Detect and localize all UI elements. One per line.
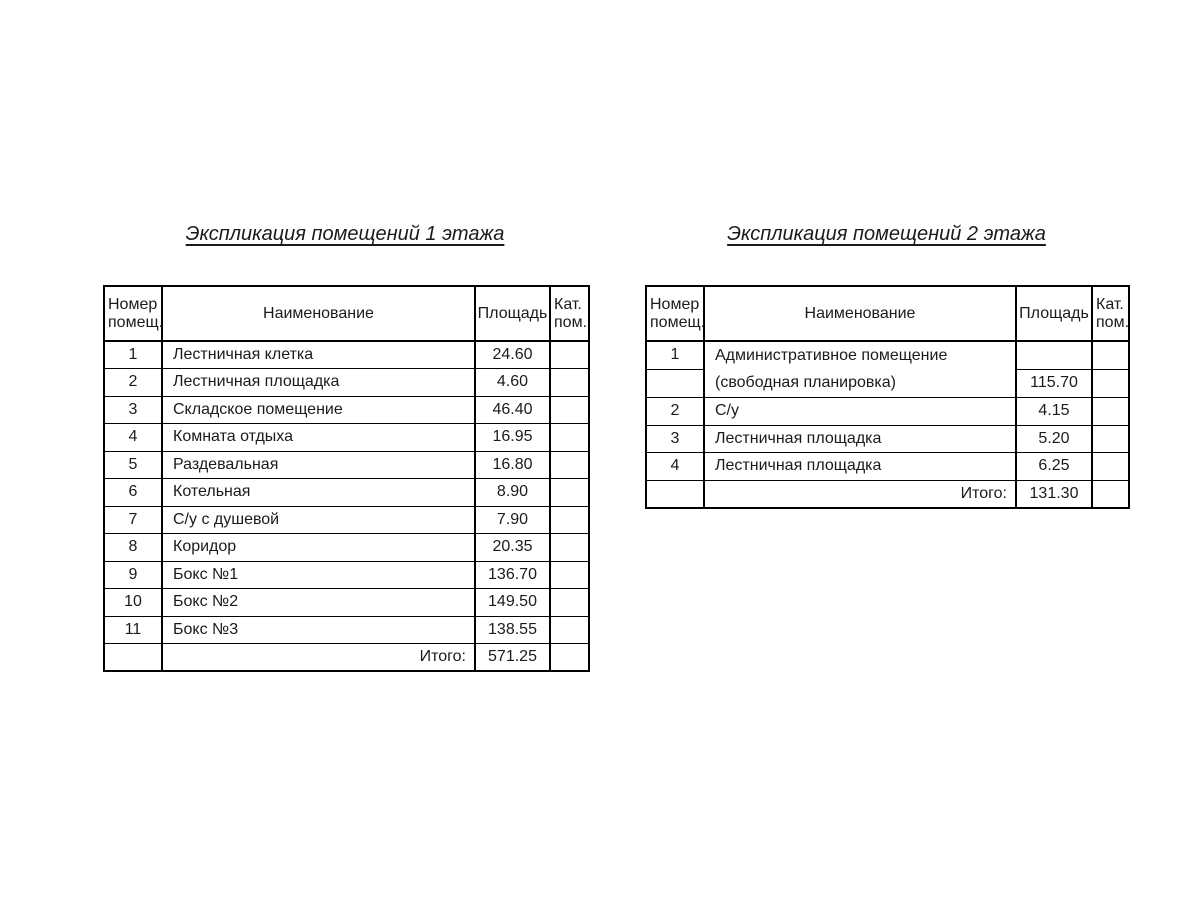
room-number: 3	[104, 396, 162, 424]
room-name: Лестничная площадка	[704, 453, 1016, 481]
room-number: 2	[104, 369, 162, 397]
total-area: 571.25	[475, 644, 550, 672]
room-area: 136.70	[475, 561, 550, 589]
room-number: 1	[646, 341, 704, 369]
total-area: 131.30	[1016, 480, 1092, 508]
table-row	[104, 534, 589, 562]
room-area: 8.90	[475, 479, 550, 507]
room-name-merged	[704, 341, 1016, 398]
room-area: 115.70	[1016, 369, 1092, 397]
room-number: 4	[104, 424, 162, 452]
header-row	[104, 286, 589, 341]
room-area: 138.55	[475, 616, 550, 644]
floor1-explication-block	[103, 222, 587, 672]
floor1-explication-table	[103, 285, 590, 672]
empty-cell	[646, 369, 704, 397]
room-area: 149.50	[475, 589, 550, 617]
col-header-room-number: Номер помещ.	[646, 286, 704, 341]
room-category-empty-cell	[550, 616, 589, 644]
room-category-empty-cell	[1092, 341, 1129, 369]
room-number: 3	[646, 425, 704, 453]
floor1-title: Экспликация помещений 1 этажа	[185, 223, 505, 245]
room-number: 2	[646, 398, 704, 426]
room-number: 10	[104, 589, 162, 617]
table-row	[104, 589, 589, 617]
room-name: Бокс №2	[162, 589, 475, 617]
room-area: 7.90	[475, 506, 550, 534]
col-header-name: Наименование	[162, 286, 475, 341]
room-name: Лестничная площадка	[162, 369, 475, 397]
room-number: 11	[104, 616, 162, 644]
room-name: Комната отдыха	[162, 424, 475, 452]
table-row	[646, 341, 1129, 369]
room-category-empty-cell	[1092, 398, 1129, 426]
table-row	[646, 398, 1129, 426]
room-category-empty-cell	[550, 424, 589, 452]
room-area: 24.60	[475, 341, 550, 369]
floor2-title: Экспликация помещений 2 этажа	[727, 223, 1046, 245]
floor2-explication-block	[645, 222, 1128, 509]
col-header-area: Площадь	[475, 286, 550, 341]
room-number: 6	[104, 479, 162, 507]
room-category-empty-cell	[550, 451, 589, 479]
room-number: 4	[646, 453, 704, 481]
total-row	[646, 480, 1129, 508]
room-number: 7	[104, 506, 162, 534]
table-row	[104, 561, 589, 589]
empty-cell	[550, 644, 589, 672]
room-number: 8	[104, 534, 162, 562]
empty-cell	[104, 644, 162, 672]
room-name: Котельная	[162, 479, 475, 507]
table-row	[104, 424, 589, 452]
room-name-line2: (свободная планировка)	[715, 374, 896, 392]
room-area: 20.35	[475, 534, 550, 562]
room-name: Коридор	[162, 534, 475, 562]
empty-cell	[646, 480, 704, 508]
room-area-empty-cell	[1016, 341, 1092, 369]
table-row	[104, 479, 589, 507]
col-header-area: Площадь	[1016, 286, 1092, 341]
room-name: С/у с душевой	[162, 506, 475, 534]
room-area: 16.95	[475, 424, 550, 452]
room-name: С/у	[704, 398, 1016, 426]
floor2-explication-table	[645, 285, 1130, 509]
room-name: Складское помещение	[162, 396, 475, 424]
table-row	[104, 506, 589, 534]
room-name: Бокс №1	[162, 561, 475, 589]
room-name: Лестничная клетка	[162, 341, 475, 369]
room-category-empty-cell	[1092, 453, 1129, 481]
room-number: 5	[104, 451, 162, 479]
room-category-empty-cell	[550, 506, 589, 534]
room-name: Раздевальная	[162, 451, 475, 479]
room-name: Бокс №3	[162, 616, 475, 644]
table-row	[104, 451, 589, 479]
room-category-empty-cell	[550, 369, 589, 397]
total-label: Итого:	[162, 644, 475, 672]
header-row	[646, 286, 1129, 341]
room-area: 46.40	[475, 396, 550, 424]
total-label: Итого:	[704, 480, 1016, 508]
room-number: 9	[104, 561, 162, 589]
col-header-name: Наименование	[704, 286, 1016, 341]
room-category-empty-cell	[550, 534, 589, 562]
room-category-empty-cell	[550, 341, 589, 369]
room-category-empty-cell	[550, 589, 589, 617]
room-category-empty-cell	[550, 561, 589, 589]
table-row	[104, 341, 589, 369]
table-row	[104, 616, 589, 644]
total-row	[104, 644, 589, 672]
room-area: 4.15	[1016, 398, 1092, 426]
room-category-empty-cell	[1092, 369, 1129, 397]
room-area: 5.20	[1016, 425, 1092, 453]
room-category-empty-cell	[1092, 425, 1129, 453]
table-row	[104, 396, 589, 424]
col-header-room-number: Номер помещ.	[104, 286, 162, 341]
room-category-empty-cell	[550, 479, 589, 507]
col-header-category: Кат. пом.	[550, 286, 589, 341]
room-number: 1	[104, 341, 162, 369]
room-area: 6.25	[1016, 453, 1092, 481]
room-category-empty-cell	[550, 396, 589, 424]
room-area: 4.60	[475, 369, 550, 397]
room-name-line1: Административное помещение	[715, 346, 948, 364]
col-header-category: Кат. пом.	[1092, 286, 1129, 341]
empty-cell	[1092, 480, 1129, 508]
table-row	[646, 425, 1129, 453]
table-row	[104, 369, 589, 397]
room-name: Лестничная площадка	[704, 425, 1016, 453]
room-area: 16.80	[475, 451, 550, 479]
table-row	[646, 453, 1129, 481]
